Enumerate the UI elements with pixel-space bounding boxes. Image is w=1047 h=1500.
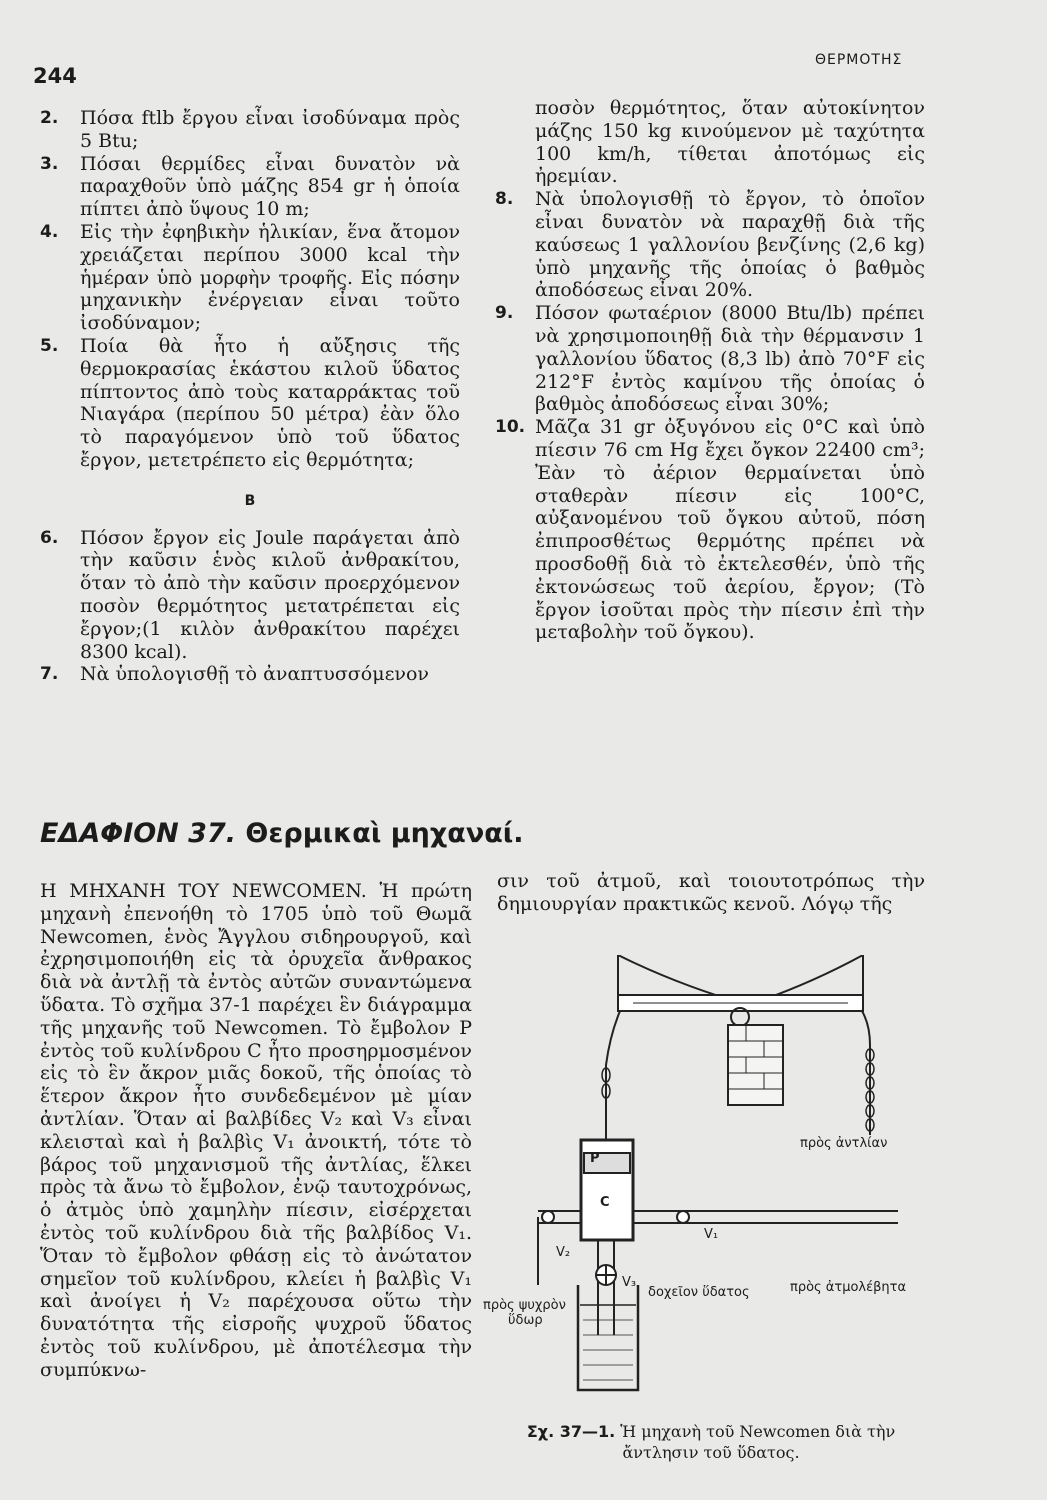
- lesson-number: ΕΔΑΦΙΟΝ 37.: [40, 818, 237, 849]
- problem-text: Πόσαι θερμίδες εἶναι δυνατὸν νὰ παραχθοῦν ὑπὸ μάζης 854 gr ἡ ὁποία πίπτει ἀπὸ ὕψους 10 m;: [80, 152, 460, 221]
- valve-v2: [542, 1211, 554, 1223]
- label-cylinder: C: [600, 1195, 610, 1210]
- problems-right-column: [495, 97, 925, 644]
- problem-text: Ποία θὰ ἦτο ἡ αὔξησις τῆς θερμοκρασίας ἑκάστου κιλοῦ ὕδατος πίπτοντος ἀπὸ τοὺς καταρράκτας τοῦ Νιαγάρα (περίπου 50 μέτρα) ἐὰν ὅλο τὸ παραγόμενον ὑπὸ τοῦ ὕδατος ἔργον, μετετρέπετο εἰς θερμότητα;: [80, 334, 460, 471]
- problem-4: [40, 221, 460, 335]
- section-lead: Η ΜΗΧΑΝΗ ΤΟΥ NEWCOMEN.: [40, 880, 367, 902]
- problem-text: Νὰ ὑπολογισθῇ τὸ ἔργον, τὸ ὁποῖον εἶναι δυνατὸν νὰ παραχθῇ διὰ τῆς καύσεως 1 γαλλονίου βενζίνης (2,6 kg) ὑπὸ μηχανῆς τῆς ὁποίας ὁ βαθμὸς ἀποδόσεως εἶναι 20%.: [535, 188, 925, 302]
- problem-7-continuation: [495, 97, 925, 188]
- problem-text: Νὰ ὑπολογισθῇ τὸ ἀναπτυσσόμενον: [80, 663, 429, 686]
- section-b-heading: B: [244, 492, 256, 509]
- problem-6: [40, 527, 460, 664]
- page-number: 244: [33, 64, 77, 88]
- problem-7: [40, 663, 460, 686]
- problem-10: [495, 416, 925, 644]
- problem-number: 2.: [40, 108, 59, 128]
- problems-left-column: [40, 107, 460, 686]
- figure-caption-text: Ἡ μηχανὴ τοῦ Newcomen διὰ τὴν ἄντλησιν τοῦ ὕδατος.: [620, 1422, 896, 1462]
- label-to-boiler: πρὸς ἀτμολέβητα: [790, 1280, 907, 1295]
- problem-number: 3.: [40, 153, 59, 174]
- problem-text: Μᾶζα 31 gr ὀξυγόνου εἰς 0°C καὶ ὑπὸ πίεσιν 76 cm Hg ἔχει ὄγκον 22400 cm³; Ἐὰν τὸ ἀέριον θερμαίνεται ὑπὸ σταθερὰν πίεσιν εἰς 100°C, αὐξανομένου τοῦ ὄγκου αὐτοῦ, πόση ἐπιπροσθέτως θερμότης πρέπει νὰ προσδοθῇ διὰ τὸ ἐκτελεσθέν, ὑπὸ τῆς ἐκτονώσεως τοῦ ἀερίου, ἔργον; (Τὸ ἔργον ἰσοῦται πρὸς τὴν πίεσιν ἐπὶ τὴν μεταβολὴν τοῦ ὄγκου).: [535, 416, 925, 644]
- problem-number: 8.: [495, 189, 514, 210]
- problem-text: Πόσα ftlb ἔργου εἶναι ἰσοδύναμα πρὸς 5 Btu;: [80, 107, 460, 152]
- body-paragraph-continuation: σιν τοῦ ἀτμοῦ, καὶ τοιουτοτρόπως τὴν δημιουργίαν πρακτικῶς κενοῦ. Λόγῳ τῆς: [497, 870, 925, 915]
- label-valve-v1: V₁: [704, 1227, 719, 1242]
- problem-8: [495, 188, 925, 302]
- problem-text: Πόσον ἔργον εἰς Joule παράγεται ἀπὸ τὴν καῦσιν ἑνὸς κιλοῦ ἀνθρακίτου, ὅταν τὸ ἀπὸ τὴν καῦσιν προερχόμενον ποσὸν θερμότητος μετατρέπεται εἰς ἔργον;(1 κιλὸν ἀνθρακίτου παρέχει 8300 kcal).: [80, 526, 460, 663]
- problem-9: [495, 302, 925, 416]
- problem-number: 6.: [40, 527, 59, 548]
- running-header: ΘΕΡΜΟΤΗΣ: [815, 52, 903, 68]
- water-tank: [578, 1285, 638, 1390]
- label-to-pump: πρὸς ἀντλίαν: [800, 1136, 888, 1151]
- label-cold-water: πρὸς ψυχρὸν: [483, 1298, 566, 1313]
- body-left-column: [40, 880, 472, 1382]
- label-valve-v3: V₃: [622, 1275, 637, 1290]
- lesson-title: Θερμικαὶ μηχαναί.: [245, 818, 524, 849]
- problem-3: [40, 153, 460, 221]
- problem-5: [40, 335, 460, 472]
- body-paragraph: Ἡ πρώτη μηχανὴ ἐπενοήθη τὸ 1705 ὑπὸ τοῦ Θωμᾶ Newcomen, ἑνὸς Ἄγγλου σιδηρουργοῦ, καὶ ἐχρησιμοποιήθη εἰς τὰ ὀρυχεῖα ἄνθρακος διὰ νὰ ἀντλῇ τὰ ἐντὸς αὐτῶν συναντώμενα ὕδατα. Τὸ σχῆμα 37-1 παρέχει ἓν διάγραμμα τῆς μηχανῆς τοῦ Newcomen. Τὸ ἔμβολον P ἐντὸς τοῦ κυλίνδρου C ἦτο προσηρμοσμένον εἰς τὸ ἓν ἄκρον μιᾶς δοκοῦ, τῆς ὁποίας τὸ ἕτερον ἄκρον ἦτο συνδεδεμένον μὲ μίαν ἀντλίαν. Ὅταν αἱ βαλβίδες V₂ καὶ V₃ εἶναι κλεισταὶ καὶ ἡ βαλβὶς V₁ ἀνοικτή, τότε τὸ βάρος τοῦ μηχανισμοῦ τῆς ἀντλίας, ἕλκει πρὸς τὰ ἄνω τὸ ἔμβολον, ἐνῷ ταυτοχρόνως, ὁ ἀτμὸς ὑπὸ χαμηλὴν πίεσιν, εἰσέρχεται ἐντὸς τοῦ κυλίνδρου διὰ τῆς βαλβίδος V₁. Ὅταν τὸ ἔμβολον φθάσῃ εἰς τὸ ἀνώτατον σημεῖον τοῦ κυλίνδρου, κλείει ἡ βαλβὶς V₁ καὶ ἀνοίγει ἡ V₂ παρέχουσα οὕτω τὴν δυνατότητα τῆς εἰσροῆς ψυχροῦ ὕδατος ἐντὸς τοῦ κυλίνδρου, μὲ ἀποτέλεσμα τὴν συμπύκνω-: [40, 880, 473, 1381]
- newcomen-engine-figure: [478, 955, 933, 1425]
- problem-2: [40, 107, 460, 153]
- problem-number: 5.: [40, 335, 59, 356]
- lesson-heading: [40, 818, 524, 849]
- piston-chain: [606, 1011, 620, 1115]
- problem-text: Εἰς τὴν ἐφηβικὴν ἡλικίαν, ἕνα ἄτομον χρειάζεται περίπου 3000 kcal τὴν ἡμέραν ὑπὸ μορφὴν τροφῆς. Εἰς πόσην μηχανικὴν ἐνέργειαν εἶναι τοῦτο ἰσοδύναμον;: [80, 220, 460, 335]
- problem-number: 7.: [40, 664, 59, 685]
- body-right-column: [497, 870, 925, 916]
- label-valve-v2: V₂: [556, 1245, 571, 1260]
- label-cold-water-2: ὕδωρ: [508, 1313, 543, 1328]
- label-water-tank: δοχεῖον ὕδατος: [648, 1285, 750, 1300]
- label-piston: P: [590, 1151, 600, 1166]
- engine-diagram: [478, 955, 933, 1425]
- problem-number: 4.: [40, 221, 59, 242]
- figure-number: Σχ. 37—1.: [526, 1422, 616, 1441]
- brick-pier: [728, 1025, 783, 1105]
- problem-text: Πόσον φωταέριον (8000 Btu/lb) πρέπει νὰ χρησιμοποιηθῇ διὰ τὴν θέρμανσιν 1 γαλλονίου ὕδατος (8,3 lb) ἀπὸ 70°F εἰς 212°F ἐντὸς καμίνου τῆς ὁποίας ὁ βαθμὸς ἀποδόσεως εἶναι 30%;: [535, 302, 925, 416]
- problem-number: 10.: [495, 417, 526, 438]
- figure-caption: [497, 1421, 925, 1463]
- problem-text: ποσὸν θερμότητος, ὅταν αὐτοκίνητον μάζης 150 kg κινούμενον μὲ ταχύτητα 100 km/h, τίθεται ἀποτόμως εἰς ἠρεμίαν.: [535, 97, 925, 188]
- valve-v1: [677, 1211, 689, 1223]
- problem-number: 9.: [495, 303, 514, 324]
